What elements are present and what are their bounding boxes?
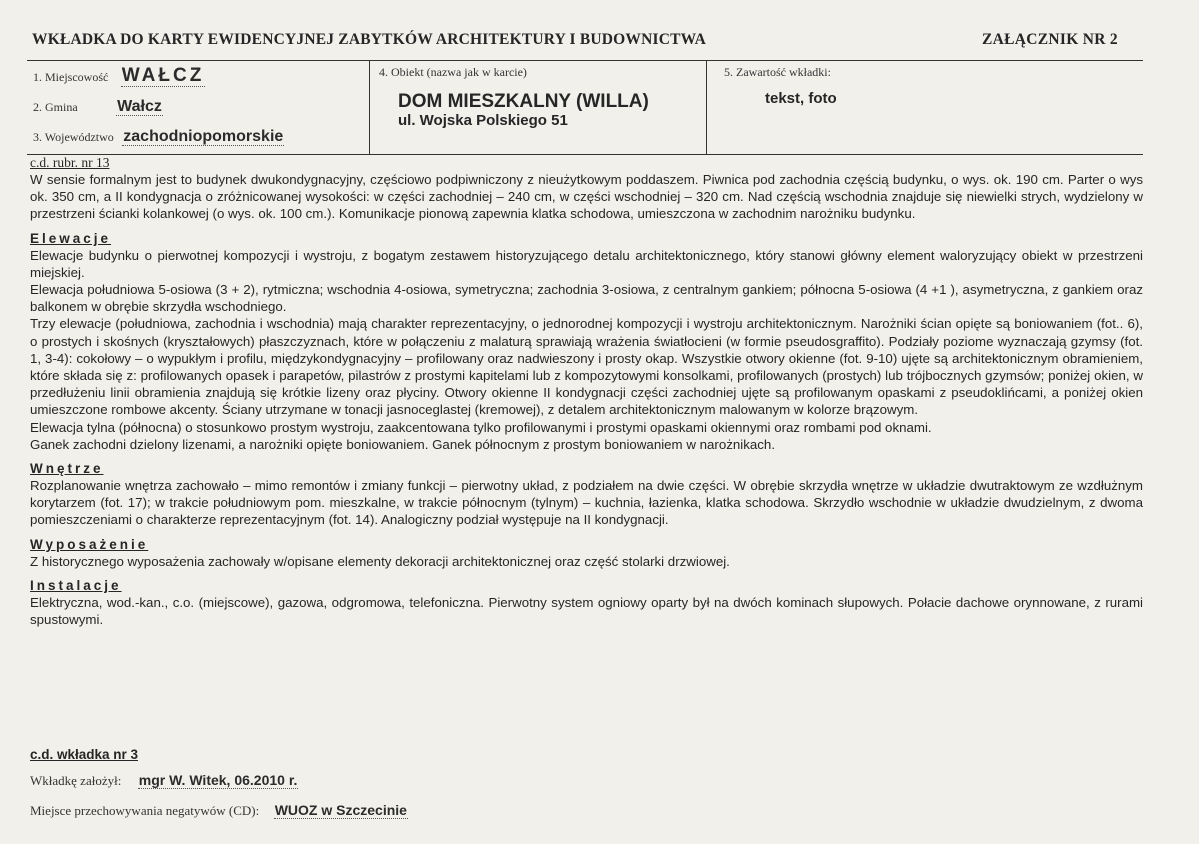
voivodeship-field: [33, 128, 284, 146]
object-label: 4. Obiekt (nazwa jak w karcie): [379, 65, 527, 79]
equipment-paragraph: Z historycznego wyposażenia zachowały w/opisane elementy dekoracji architektonicznej oraz część stolarki drzwiowej.: [30, 553, 730, 569]
intro-paragraph: W sensie formalnym jest to budynek dwukondygnacyjny, częściowo podpiwniczony z nieużytkowym poddaszem. Piwnica pod zachodnia częścią budynku, o wys. ok. 190 cm. Parter o wys ok. 350 cm, a II kondygnacja o zróżnicowanej wysokości: w części zachodniej – 240 cm, w części wschodniej – 320 cm. Nad częścią wschodnia znajduje się niewielki strych, wydzielony w przestrzeni ścianki kolankowej (o wys. ok. 100 cm.). Komunikacje pionową zapewnia klatka schodowa, umieszczona w zachodnim narożniku budynku.: [30, 172, 1143, 222]
interior-paragraph: Rozplanowanie wnętrza zachowało – mimo remontów i zmiany funkcji – pierwotny układ, z podziałem na dwie części. W obrębie skrzydła wnętrze w układzie dwutraktowym ze wzdłużnym korytarzem (fot. 17); w trakcie południowym pom. mieszkalne, w trakcie północnym (tylnym) – kuchnia, łazienka, klatka schodowa. Skrzydło wschodnie w układzie dwudzielnym, z dwoma pomieszczeniami o charakterze reprezentacyjnym (fot. 14). Analogiczny podział występuje na II kondygnacji.: [30, 478, 1143, 528]
content-label: 5. Zawartość wkładki:: [724, 65, 831, 79]
voivodeship-value: zachodniopomorskie: [123, 128, 284, 145]
storage-field: [30, 802, 408, 820]
equipment-heading: Wyposażenie: [30, 536, 149, 552]
elevations-paragraph: Elewacja południowa 5-osiowa (3 + 2), rytmiczna; wschodnia 4-osiowa, symetryczna; zachodnia 3-osiowa, z centralnym gankiem; północna 5-osiowa (4 +1 ), asymetryczna, z gankiem oraz balkonem w obrębie skrzydła wschodniego.: [30, 282, 1143, 315]
voivodeship-label: 3. Województwo: [33, 130, 114, 144]
object-name: DOM MIESZKALNY (WILLA): [398, 91, 649, 112]
elevations-heading: Elewacje: [30, 230, 112, 246]
gmina-value: Wałcz: [117, 98, 162, 115]
interior-heading: Wnętrze: [30, 461, 104, 477]
storage-value: WUOZ w Szczecinie: [274, 802, 407, 818]
location-column: [27, 61, 369, 154]
elevations-paragraph: Elewacje budynku o pierwotnej kompozycji i wystroju, z bogatym zestawem historyzującego detalu architektonicznego, który stanowi główny element waloryzujący obiekt w przestrzeni miejskiej.: [30, 247, 1143, 280]
elevations-paragraph: Trzy elewacje (południowa, zachodnia i wschodnia) mają charakter reprezentacyjny, o jednorodnej kompozycji i wystroju architektonicznym. Narożniki ścian opięte są boniowaniem (fot.. 6), o prostych i skośnych (kryształowych) płaszczyznach, które w połączeniu z malaturą sprawiają wrażenia światłocieni (w formie pseudosgraffito). Podziały poziome wyznaczają gzymsy (fot. 1, 3-4): cokołowy – o wypukłym i profilu, międzykondygnacyjny – profilowany oraz nadwieszony i prosty okap. Wszystkie otwory okienne (fot. 9-10) ujęte są architektonicznym obramieniem, które składa się z: profilowanych opasek i parapetów, pilastrów z prostymi kapitelami lub z kompozytowymi konsolkami, profilowanych (prostych) lub trójbocznych gzymsów; poniżej okien, w przedłużeniu linii obramienia znajdują się krótkie lizeny oraz płyciny. Otwory okienne II kondygnacji części zachodniej ujęte są profilowanym opaskami z pseudoklińcami, a poniżej okien umieszczone rombowe akcenty. Ściany utrzymane w tonacji jasnoceglastej (kremowej), z detalem architektonicznym malowanym w kolorze brązowym.: [30, 316, 1143, 418]
object-column: [369, 61, 707, 154]
continuation-note: [30, 746, 138, 764]
attachment-number: ZAŁĄCZNIK NR 2: [982, 31, 1118, 48]
object-address: ul. Wojska Polskiego 51: [398, 112, 568, 129]
content-column: [707, 61, 1143, 154]
location-label: 1. Miejscowość: [33, 70, 109, 84]
installations-paragraph: Elektryczna, wod.-kan., c.o. (miejscowe), gazowa, odgromowa, telefoniczna. Pierwotny system ogniowy oparty był na dwóch kominach słupowych. Połacie dachowe orynnowane, z rurami spustowymi.: [30, 594, 1143, 628]
elevations-paragraph: Ganek zachodni dzielony lizenami, a narożniki opięte boniowaniem. Ganek północnym z prostym boniowaniem w narożnikach.: [30, 436, 776, 452]
document-title: WKŁADKA DO KARTY EWIDENCYJNEJ ZABYTKÓW ARCHITEKTURY I BUDOWNICTWA: [32, 31, 707, 48]
elevations-paragraph: Elewacja tylna (północna) o stosunkowo prostym wystroju, zaakcentowana tylko profilowanymi i prostymi opaskami okiennymi oraz rombami pod oknami.: [30, 419, 932, 435]
content-value: tekst, foto: [765, 90, 837, 107]
location-value: WAŁCZ: [121, 65, 205, 86]
info-table: [27, 60, 1143, 155]
author-value: mgr W. Witek, 06.2010 r.: [138, 772, 298, 788]
description-body: [30, 155, 1143, 628]
location-field: [33, 65, 205, 87]
author-label: Wkładkę założył:: [30, 773, 122, 788]
storage-label: Miejsce przechowywania negatywów (CD):: [30, 803, 260, 818]
author-field: [30, 772, 298, 790]
gmina-field: [33, 98, 163, 116]
installations-heading: Instalacje: [30, 577, 122, 593]
gmina-label: 2. Gmina: [33, 100, 78, 114]
continuation-text: c.d. wkładka nr 3: [30, 747, 139, 762]
rubric-reference: c.d. rubr. nr 13: [30, 155, 110, 170]
